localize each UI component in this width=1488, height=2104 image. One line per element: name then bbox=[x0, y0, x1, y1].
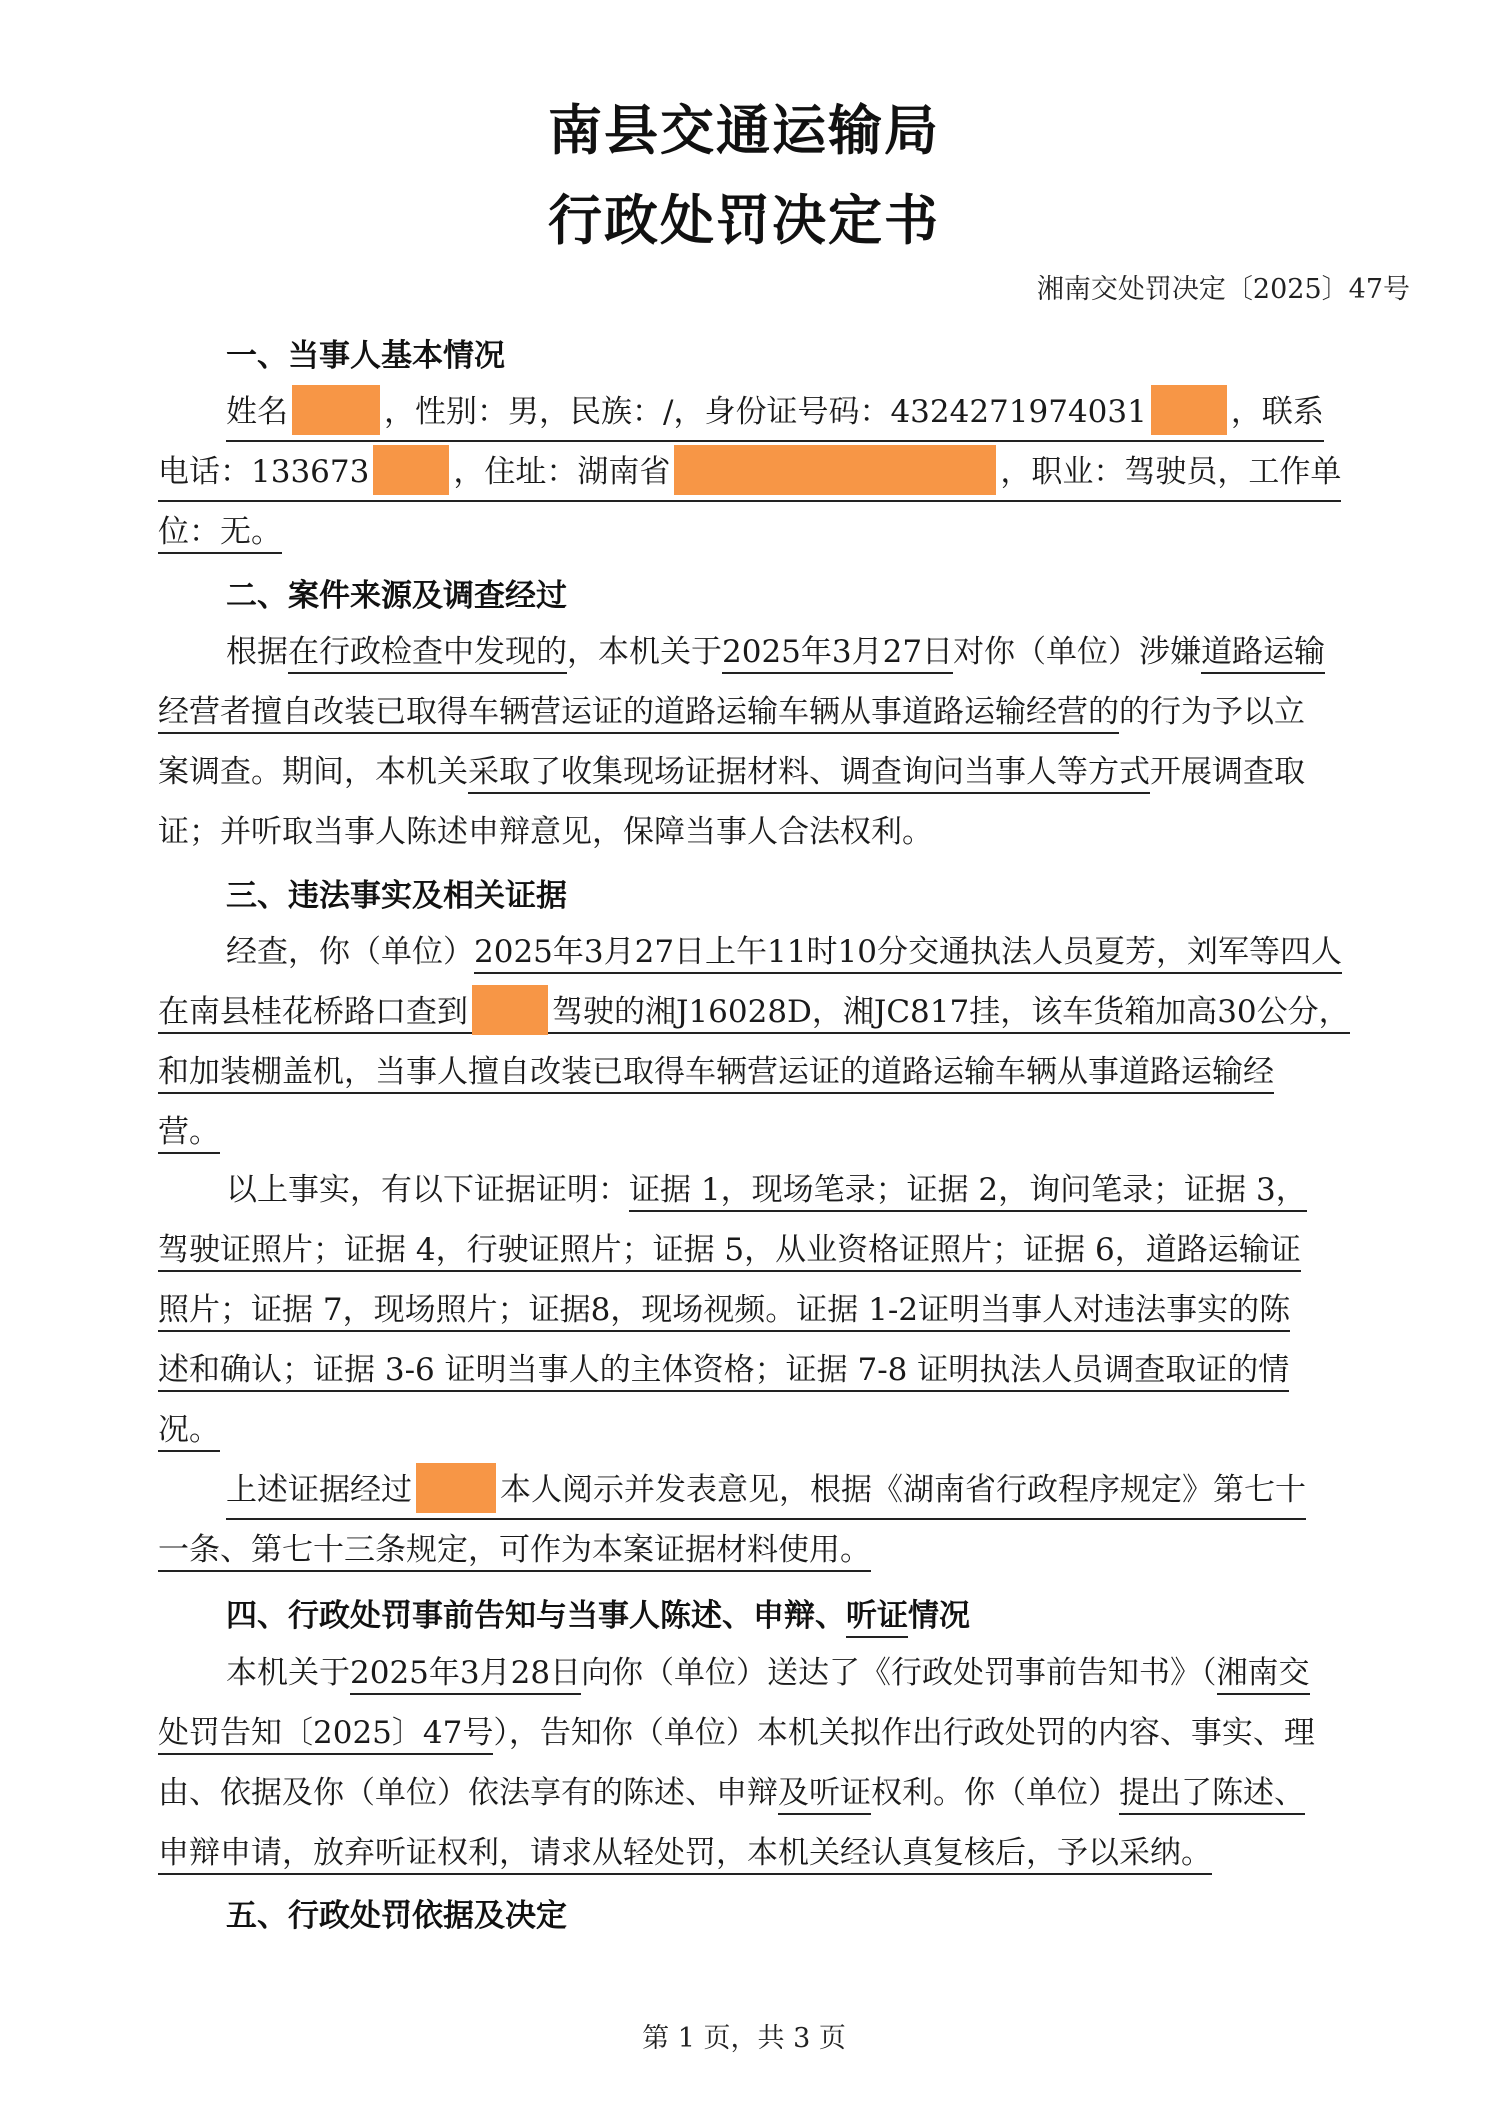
conclusion-line2: 一条、第七十三条规定，可作为本案证据材料使用。 bbox=[158, 1520, 1404, 1580]
redaction-driver bbox=[472, 985, 548, 1035]
redaction-phone bbox=[373, 445, 449, 495]
section1-line2 bbox=[158, 442, 1404, 502]
section3-evidence bbox=[158, 1160, 1404, 1460]
evidence-line3: 照片；证据 7，现场照片；证据8，现场视频。证据 1-2证明当事人对违法事实的陈 bbox=[158, 1280, 1404, 1340]
conclusion-line1: 上述证据经过 本人阅示并发表意见，根据《湖南省行政程序规定》第七十 bbox=[158, 1460, 1404, 1520]
section1-body bbox=[158, 382, 1404, 562]
section1-line1 bbox=[158, 382, 1404, 442]
section4-line1: 本机关于2025年3月28日向你（单位）送达了《行政处罚事前告知书》（湘南交 bbox=[158, 1643, 1404, 1703]
section4-line2: 处罚告知〔2025〕47号），告知你（单位）本机关拟作出行政处罚的内容、事实、理 bbox=[158, 1703, 1404, 1763]
agency-title: 南县交通运输局 bbox=[548, 99, 940, 162]
redaction-id bbox=[1151, 385, 1227, 435]
section1-heading: 一、当事人基本情况 bbox=[226, 338, 505, 374]
party-info-line2: 电话：133673 ，住址：湖南省 ，职业：驾驶员，工作单 bbox=[158, 442, 1341, 502]
section2-heading: 二、案件来源及调查经过 bbox=[226, 578, 567, 614]
section3-facts bbox=[158, 922, 1404, 1162]
evidence-line2: 驾驶证照片；证据 4，行驶证照片；证据 5，从业资格证照片；证据 6，道路运输证 bbox=[158, 1220, 1404, 1280]
party-info-line1: 姓名 ，性别：男，民族：/，身份证号码：4324271974031 ，联系 bbox=[226, 382, 1324, 442]
section4-line4: 申辩申请，放弃听证权利，请求从轻处罚，本机关经认真复核后，予以采纳。 bbox=[158, 1823, 1404, 1883]
evidence-line5: 况。 bbox=[158, 1400, 1404, 1460]
section4-line3: 由、依据及你（单位）依法享有的陈述、申辩及听证权利。你（单位）提出了陈述、 bbox=[158, 1763, 1404, 1823]
section2-line1: 根据在行政检查中发现的，本机关于2025年3月27日对你（单位）涉嫌道路运输 bbox=[158, 622, 1404, 682]
section4-body bbox=[158, 1643, 1404, 1883]
section2-line4: 证；并听取当事人陈述申辩意见，保障当事人合法权利。 bbox=[158, 814, 933, 850]
redaction-party bbox=[416, 1463, 496, 1513]
section2-line3: 案调查。期间，本机关采取了收集现场证据材料、调查询问当事人等方式开展调查取 bbox=[158, 742, 1404, 802]
document-title: 行政处罚决定书 bbox=[548, 189, 940, 252]
section1-line3: 位：无。 bbox=[158, 502, 1404, 562]
section3-line4: 营。 bbox=[158, 1102, 1404, 1162]
section3-line1: 经查，你（单位）2025年3月27日上午11时10分交通执法人员夏芳，刘军等四人 bbox=[158, 922, 1404, 982]
page-footer: 第 1 页，共 3 页 bbox=[642, 2023, 846, 2054]
section2-line2: 经营者擅自改装已取得车辆营运证的道路运输车辆从事道路运输经营的的行为予以立 bbox=[158, 682, 1404, 742]
redaction-address bbox=[674, 445, 996, 495]
section5-heading: 五、行政处罚依据及决定 bbox=[226, 1898, 567, 1934]
evidence-line4: 述和确认；证据 3-6 证明当事人的主体资格；证据 7-8 证明执法人员调查取证的情 bbox=[158, 1340, 1404, 1400]
document-number: 湘南交处罚决定〔2025〕47号 bbox=[1036, 274, 1410, 305]
section4-heading: 四、行政处罚事前告知与当事人陈述、申辩、听证情况 bbox=[226, 1590, 970, 1635]
section3-line2: 在南县桂花桥路口查到 驾驶的湘J16028D，湘JC817挂，该车货箱加高30公分， bbox=[158, 982, 1404, 1042]
redaction-name bbox=[292, 385, 380, 435]
section2-body bbox=[158, 622, 1404, 862]
section3-conclusion bbox=[158, 1460, 1404, 1580]
section3-heading: 三、违法事实及相关证据 bbox=[226, 878, 567, 914]
evidence-line1: 以上事实，有以下证据证明：证据 1，现场笔录；证据 2，询问笔录；证据 3， bbox=[158, 1160, 1404, 1220]
section3-line3: 和加装棚盖机，当事人擅自改装已取得车辆营运证的道路运输车辆从事道路运输经 bbox=[158, 1042, 1404, 1102]
